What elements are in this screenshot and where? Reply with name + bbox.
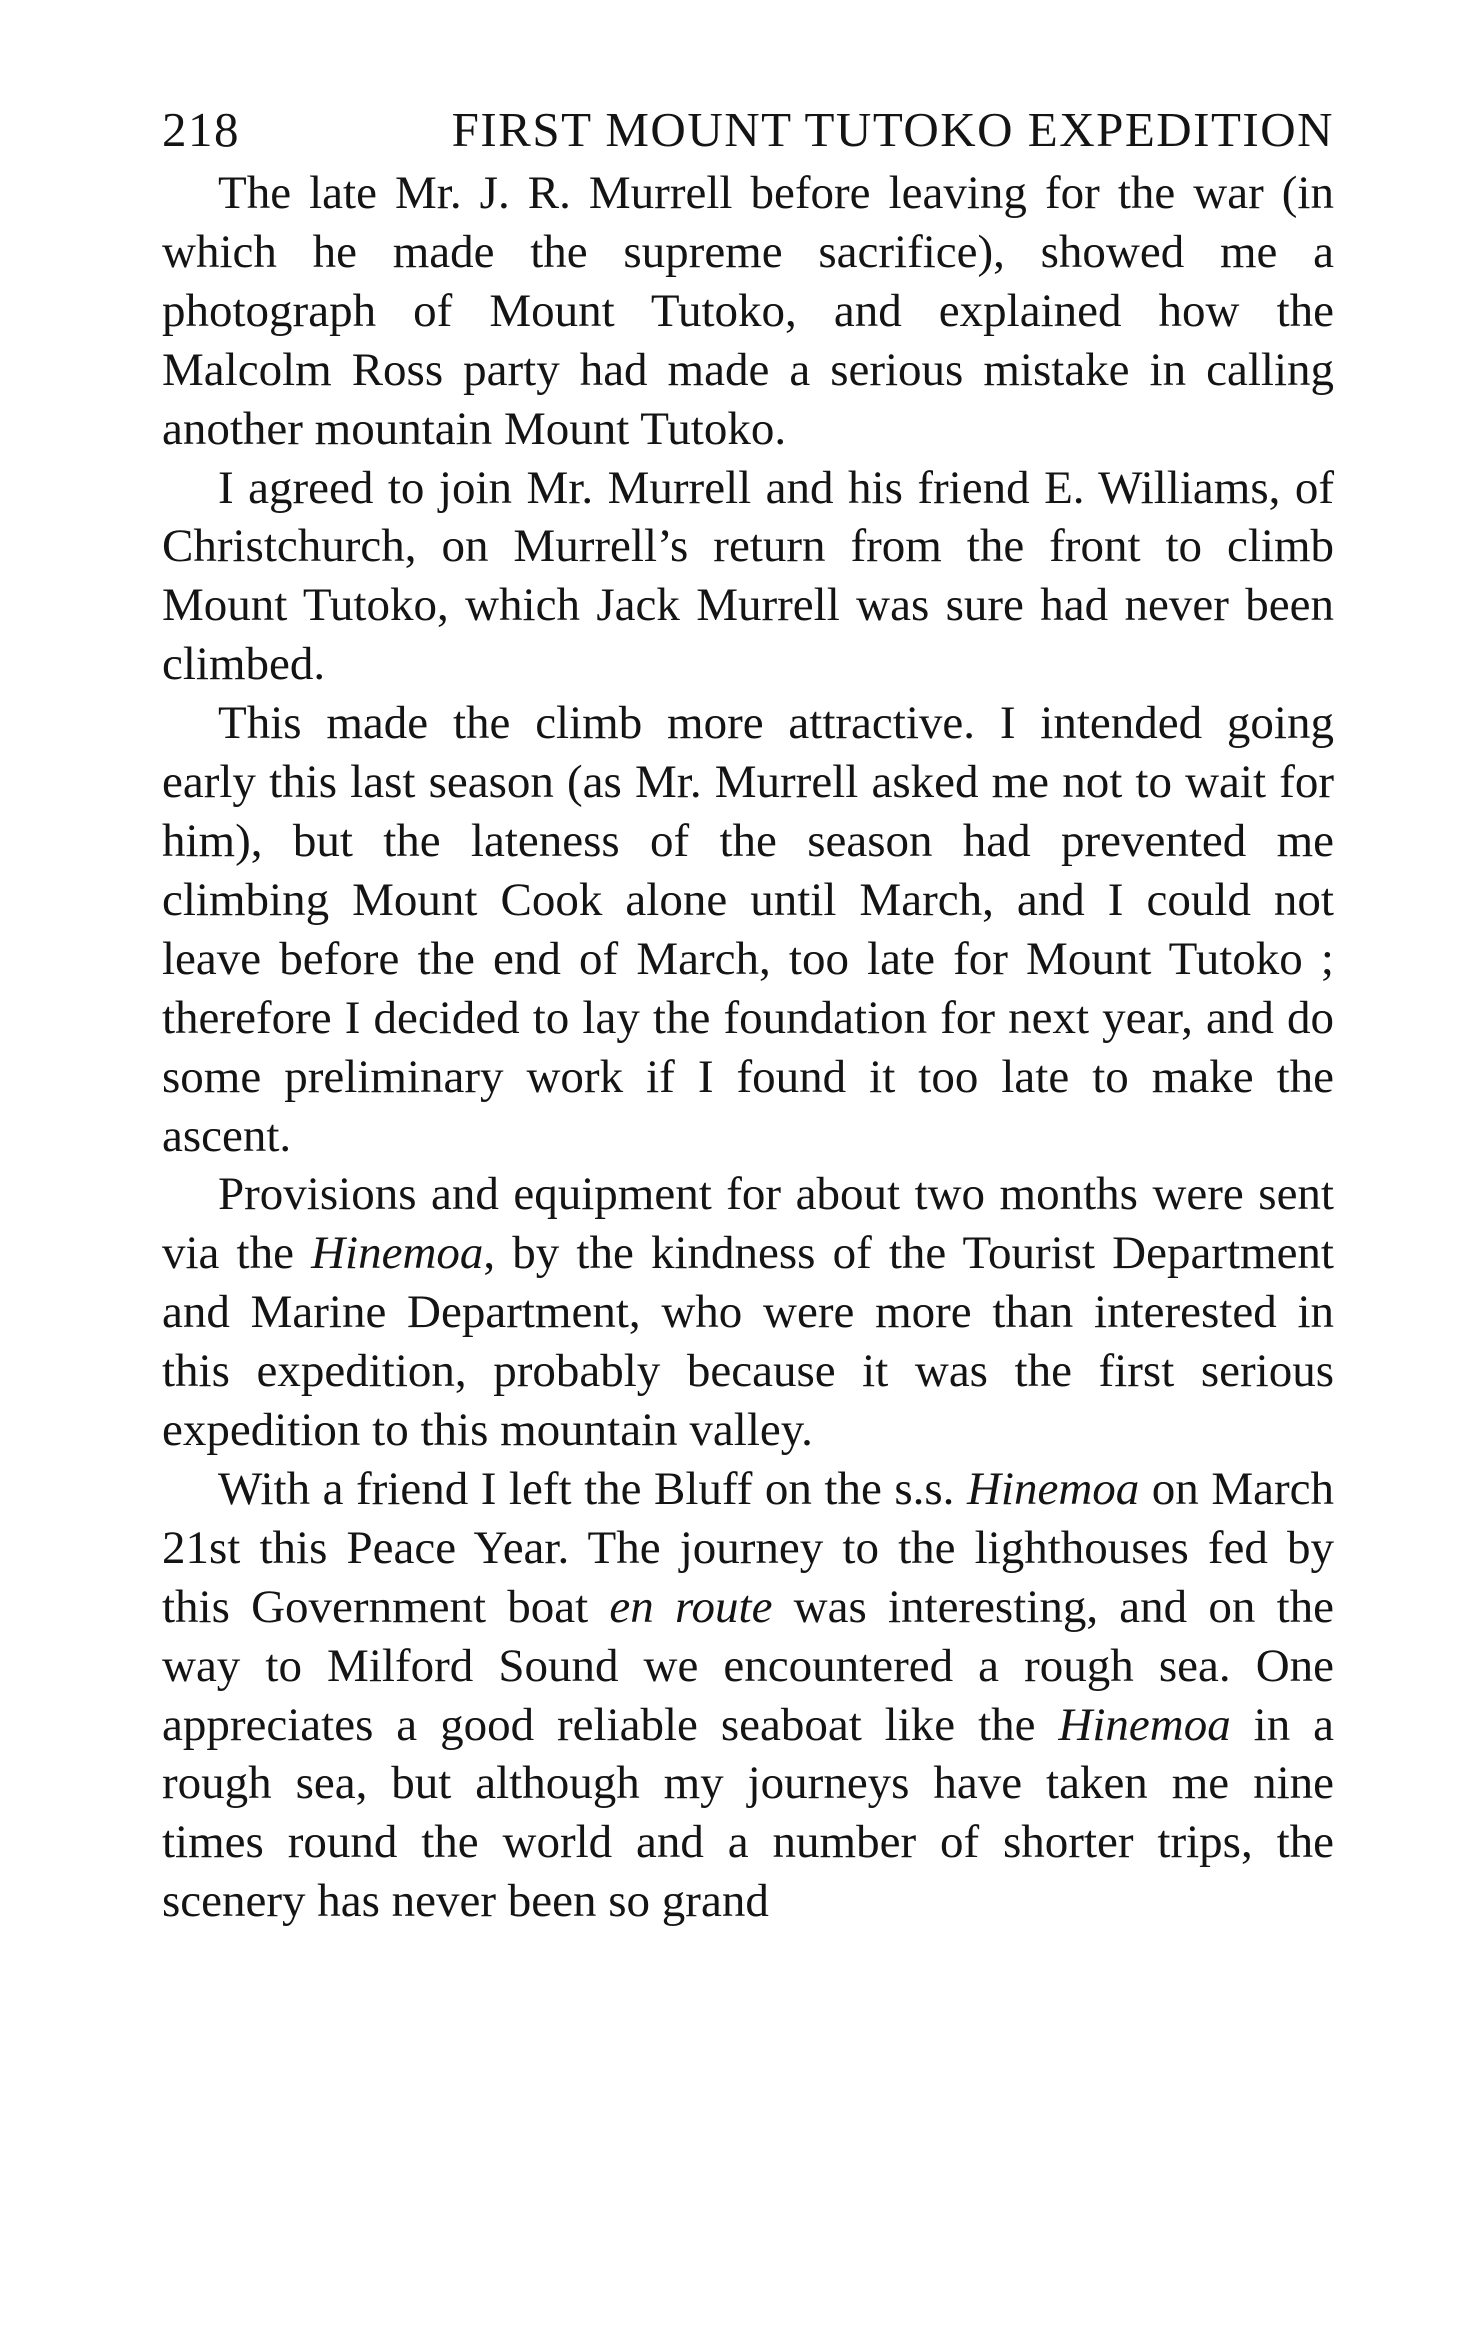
text-run: With a friend I left the Bluff on the s.s. — [218, 1462, 967, 1515]
body-text — [162, 164, 1334, 1931]
text-run: in a rough sea, but although my journeys have taken me nine times round the world and a number of shorter trips, the scenery has never been so grand — [162, 1698, 1334, 1928]
page-number: 218 — [162, 102, 240, 157]
running-head — [162, 100, 1334, 160]
italic-text: Hinemoa — [311, 1227, 484, 1280]
paragraph — [162, 459, 1334, 695]
text-run: This made the climb more attractive. I intended going early this last season (as Mr. Murrell asked me not to wait for him), but the lateness of the season had prevented me climbing Mount Cook alone until March, and I could not leave before the end of March, too late for Mount Tutoko ; therefore I decided to lay the foundation for next year, and do some preliminary work if I found it too late to make the ascent. — [162, 697, 1334, 1162]
text-run: was interesting, and on the way to Milford Sound we encountered a rough sea. One appreciates a good reliable seaboat like the — [162, 1580, 1334, 1751]
text-run: The late Mr. J. R. Murrell before leaving for the war (in which he made the supreme sacrifice), showed me a photograph of Mount Tutoko, and explained how the Malcolm Ross party had made a serious mistake in calling another mountain Mount Tutoko. — [162, 167, 1334, 455]
text-run: Provisions and equipment for about two months were sent via the — [162, 1168, 1334, 1280]
running-title: FIRST MOUNT TUTOKO EXPEDITION — [451, 102, 1334, 157]
italic-text: Hinemoa — [1058, 1698, 1231, 1751]
paragraph — [162, 164, 1334, 459]
italic-text: en route — [609, 1580, 773, 1633]
text-run: on March 21st this Peace Year. The journey to the lighthouses fed by this Government boat — [162, 1462, 1334, 1633]
book-page — [162, 100, 1334, 1931]
paragraph — [162, 1460, 1334, 1931]
text-run: I agreed to join Mr. Murrell and his friend E. Williams, of Christchurch, on Murrell’s return from the front to climb Mount Tutoko, which Jack Murrell was sure had never been climbed. — [162, 461, 1334, 691]
italic-text: Hinemoa — [966, 1462, 1140, 1515]
paragraph — [162, 694, 1334, 1165]
paragraph — [162, 1165, 1334, 1460]
text-run: , by the kindness of the Tourist Department and Marine Department, who were more than interested in this expedition, probably because it was the first serious expedition to this mountain valley. — [162, 1227, 1334, 1457]
